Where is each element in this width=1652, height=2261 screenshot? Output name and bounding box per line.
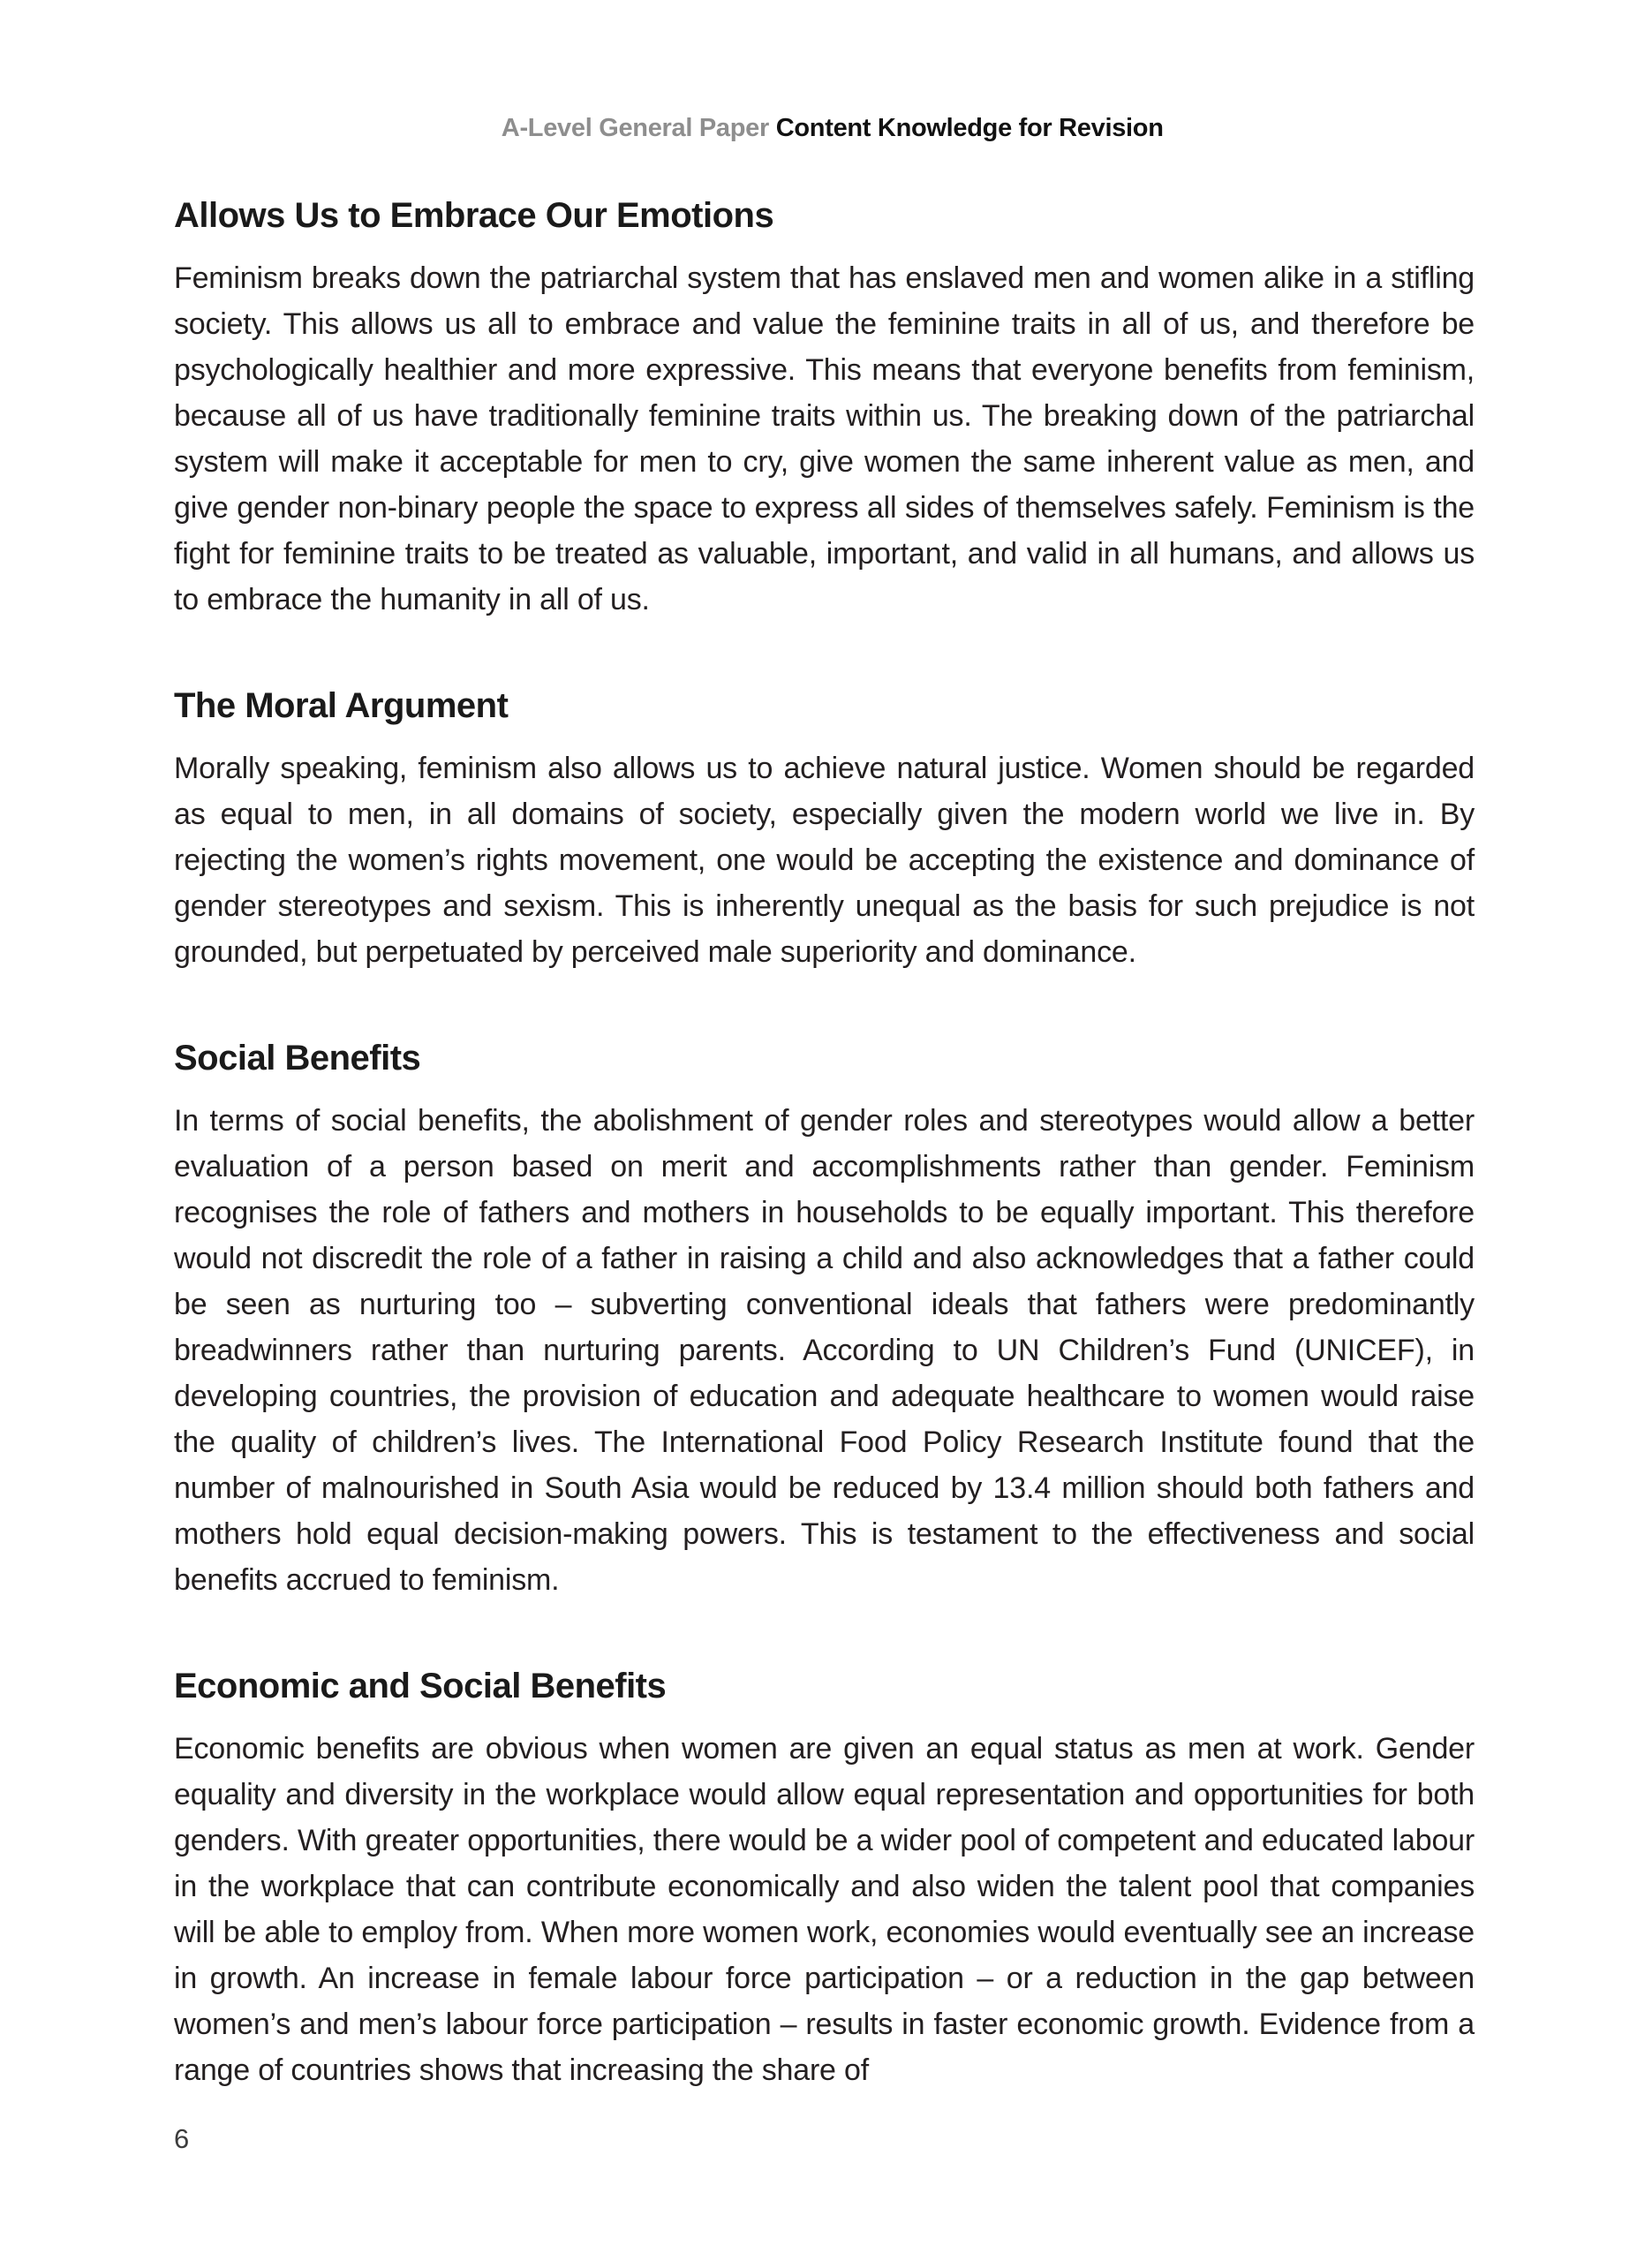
section-heading: Economic and Social Benefits	[174, 1667, 667, 1705]
section-the-moral-argument	[174, 686, 1475, 975]
section-paragraph: Morally speaking, feminism also allows us to achieve natural justice. Women should be regarded as equal to men, in all domains of society, especially given the modern world we live in. By rejecting the women’s rights movement, one would be accepting the existence and dominance of gender stereotypes and sexism. This is inherently unequal as the basis for such prejudice is not grounded, but perpetuated by perceived male superiority and dominance.	[174, 752, 1475, 969]
header-title-label: Content Knowledge for Revision	[775, 114, 1164, 142]
section-allows-us-to-embrace-our-emotions	[174, 196, 1475, 623]
section-paragraph: Feminism breaks down the patriarchal system that has enslaved men and women alike in a stifling society. This allows us all to embrace and value the feminine traits in all of us, and therefore be psychologically healthier and more expressive. This means that everyone benefits from feminism, because all of us have traditionally feminine traits within us. The breaking down of the patriarchal system will make it acceptable for men to cry, give women the same inherent value as men, and give gender non-binary people the space to express all sides of themselves safely. Feminism is the fight for feminine traits to be treated as valuable, important, and valid in all humans, and allows us to embrace the humanity in all of us.	[174, 261, 1475, 616]
section-heading: Social Benefits	[174, 1039, 421, 1078]
section-heading: The Moral Argument	[174, 686, 509, 725]
section-economic-and-social-benefits	[174, 1667, 1475, 2093]
page-body	[174, 196, 1475, 2093]
running-header	[0, 85, 1652, 143]
section-heading: Allows Us to Embrace Our Emotions	[174, 196, 774, 235]
page-number: 6	[174, 2123, 190, 2154]
header-series-label: A-Level General Paper	[501, 114, 776, 142]
section-paragraph: Economic benefits are obvious when women are given an equal status as men at work. Gender equality and diversity in the workplace would allow equal representation and opportunities for both genders. With greater opportunities, there would be a wider pool of competent and educated labour in the workplace that can contribute economically and also widen the talent pool that companies will be able to employ from. When more women work, economies would eventually see an increase in growth. An increase in female labour force participation – or a reduction in the gap between women’s and men’s labour force participation – results in faster economic growth. Evidence from a range of countries shows that increasing the share of	[174, 1732, 1475, 2087]
section-social-benefits	[174, 1039, 1475, 1603]
section-paragraph: In terms of social benefits, the abolishment of gender roles and stereotypes would allow a better evaluation of a person based on merit and accomplishments rather than gender. Feminism recognises the role of fathers and mothers in households to be equally important. This therefore would not discredit the role of a father in raising a child and also acknowledges that a father could be seen as nurturing too – subverting conventional ideals that fathers were predominantly breadwinners rather than nurturing parents. According to UN Children’s Fund (UNICEF), in developing countries, the provision of education and adequate healthcare to women would raise the quality of children’s lives. The International Food Policy Research Institute found that the number of malnourished in South Asia would be reduced by 13.4 million should both fathers and mothers hold equal decision-making powers. This is testament to the effectiveness and social benefits accrued to feminism.	[174, 1104, 1475, 1597]
